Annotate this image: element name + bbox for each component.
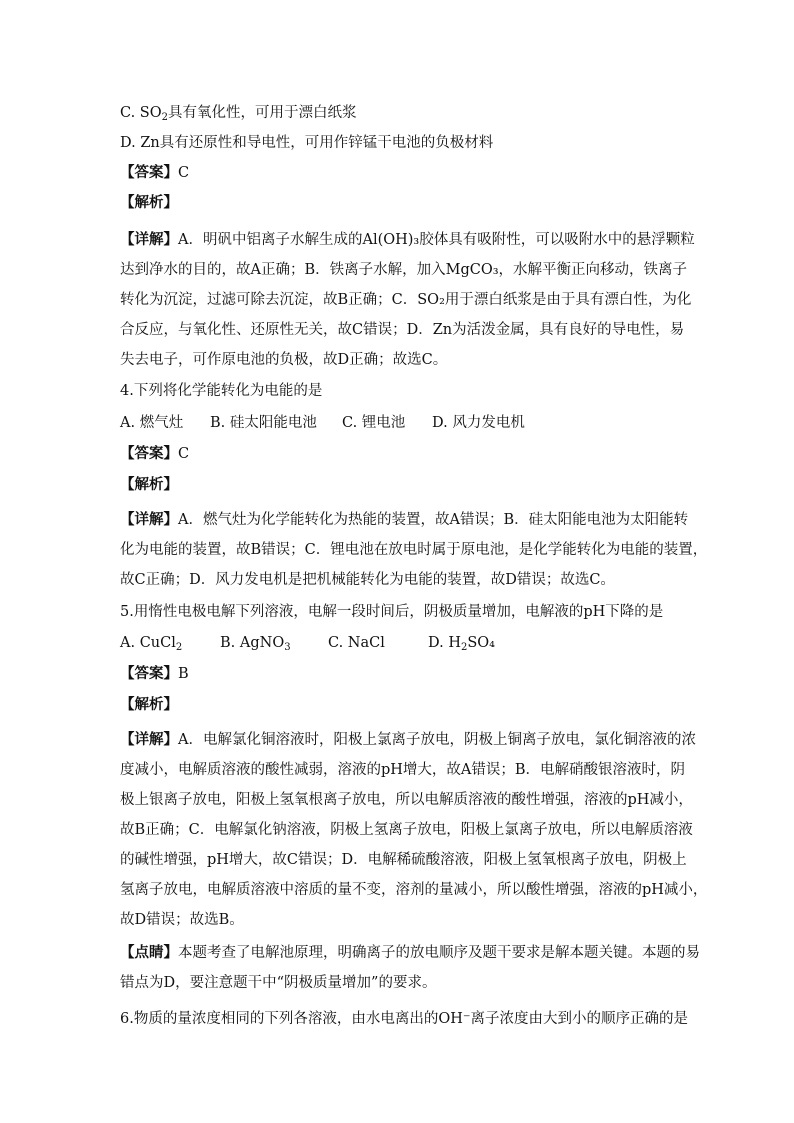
q3-option-c: C. $SO_2$具有氧化性，可用于漂白纸浆	[120, 105, 357, 123]
q3-detail-line-1: 【详解】A．明矾中铝离子水解生成的Al(OH)₃胶体具有吸附性，可以吸附水中的悬浮颗粒	[120, 231, 695, 248]
q5-option-d: D. $H_2SO_4$	[428, 635, 495, 653]
q3-detail-line-5: 失去电子，可作原电池的负极，故D正确；故选C。	[120, 352, 448, 368]
q4-option-b: B. 硅太阳能电池	[210, 415, 317, 431]
q5-options	[120, 634, 495, 652]
q5-detail-line-6: 氢离子放电，电解质溶液中溶质的量不变，溶剂的量减小，所以酸性增强，溶液的pH减小，	[120, 882, 708, 898]
q5-comment-line-2: 错点为D，要注意题干中“阴极质量增加”的要求。	[120, 975, 437, 991]
q4-analysis-heading: 【解析】	[120, 476, 178, 493]
q3-detail-line-4: 合反应，与氧化性、还原性无关，故C错误；D．Zn为活泼金属，具有良好的导电性，易	[120, 322, 685, 338]
q4-detail-line-2: 化为电能的装置，故B错误；C．锂电池在放电时属于原电池，是化学能转化为电能的装置，	[120, 542, 708, 558]
q4-detail-line-3: 故C正确；D．风力发电机是把机械能转化为电能的装置，故D错误；故选C。	[120, 572, 615, 588]
q5-answer: 【答案】B	[120, 665, 189, 682]
q4-option-d: D. 风力发电机	[432, 415, 525, 431]
q5-analysis-heading: 【解析】	[120, 696, 178, 713]
q4-answer: 【答案】C	[120, 445, 190, 462]
q4-detail-line-1: 【详解】A．燃气灶为化学能转化为热能的装置，故A错误；B．硅太阳能电池为太阳能转	[120, 511, 689, 528]
q5-comment-line-1: 【点睛】本题考查了电解池原理，明确离子的放电顺序及题干要求是解本题关键。本题的易	[120, 944, 700, 961]
q6-stem: 6.物质的量浓度相同的下列各溶液，由水电离出的OH⁻离子浓度由大到小的顺序正确的是	[120, 1011, 689, 1027]
q5-detail-line-4: 故B正确；C．电解氯化钠溶液，阴极上氢离子放电，阳极上氯离子放电，所以电解质溶液	[120, 822, 693, 838]
q3-analysis-heading: 【解析】	[120, 194, 178, 211]
q5-detail-line-5: 的碱性增强，pH增大，故C错误；D．电解稀硫酸溶液，阳极上氢氧根离子放电，阴极上	[120, 852, 687, 868]
q5-option-b: B. AgNO$_3$	[220, 635, 291, 653]
q5-detail-line-2: 度减小，电解质溶液的酸性减弱，溶液的pH增大，故A错误；B．电解硝酸银溶液时，阴	[120, 762, 686, 778]
q5-detail-line-1: 【详解】A．电解氯化铜溶液时，阳极上氯离子放电，阴极上铜离子放电，氯化铜溶液的浓	[120, 731, 696, 748]
q3-detail-line-2: 达到净水的目的，故A正确；B．铁离子水解，加入MgCO₃，水解平衡正向移动，铁离子	[120, 262, 688, 278]
q3-answer: 【答案】C	[120, 164, 190, 181]
q5-detail-line-7: 故D错误；故选B。	[120, 912, 244, 928]
q5-detail-line-3: 极上银离子放电，阳极上氢氧根离子放电，所以电解质溶液的酸性增强，溶液的pH减小，	[120, 792, 693, 808]
q4-options	[120, 414, 525, 432]
q5-option-c: C. NaCl	[328, 635, 385, 651]
q5-stem: 5.用惰性电极电解下列溶液，电解一段时间后，阴极质量增加，电解液的pH下降的是	[120, 604, 664, 620]
q3-option-d: D. Zn具有还原性和导电性，可用作锌锰干电池的负极材料	[120, 135, 494, 151]
q5-option-a: A. CuCl$_2$	[120, 635, 183, 653]
q4-option-a: A. 燃气灶	[120, 415, 184, 431]
q4-option-c: C. 锂电池	[342, 415, 406, 431]
q3-detail-line-3: 转化为沉淀，过滤可除去沉淀，故B正确；C．SO₂用于漂白纸浆是由于具有漂白性，为化	[120, 292, 692, 308]
q4-stem: 4.下列将化学能转化为电能的是	[120, 383, 323, 399]
